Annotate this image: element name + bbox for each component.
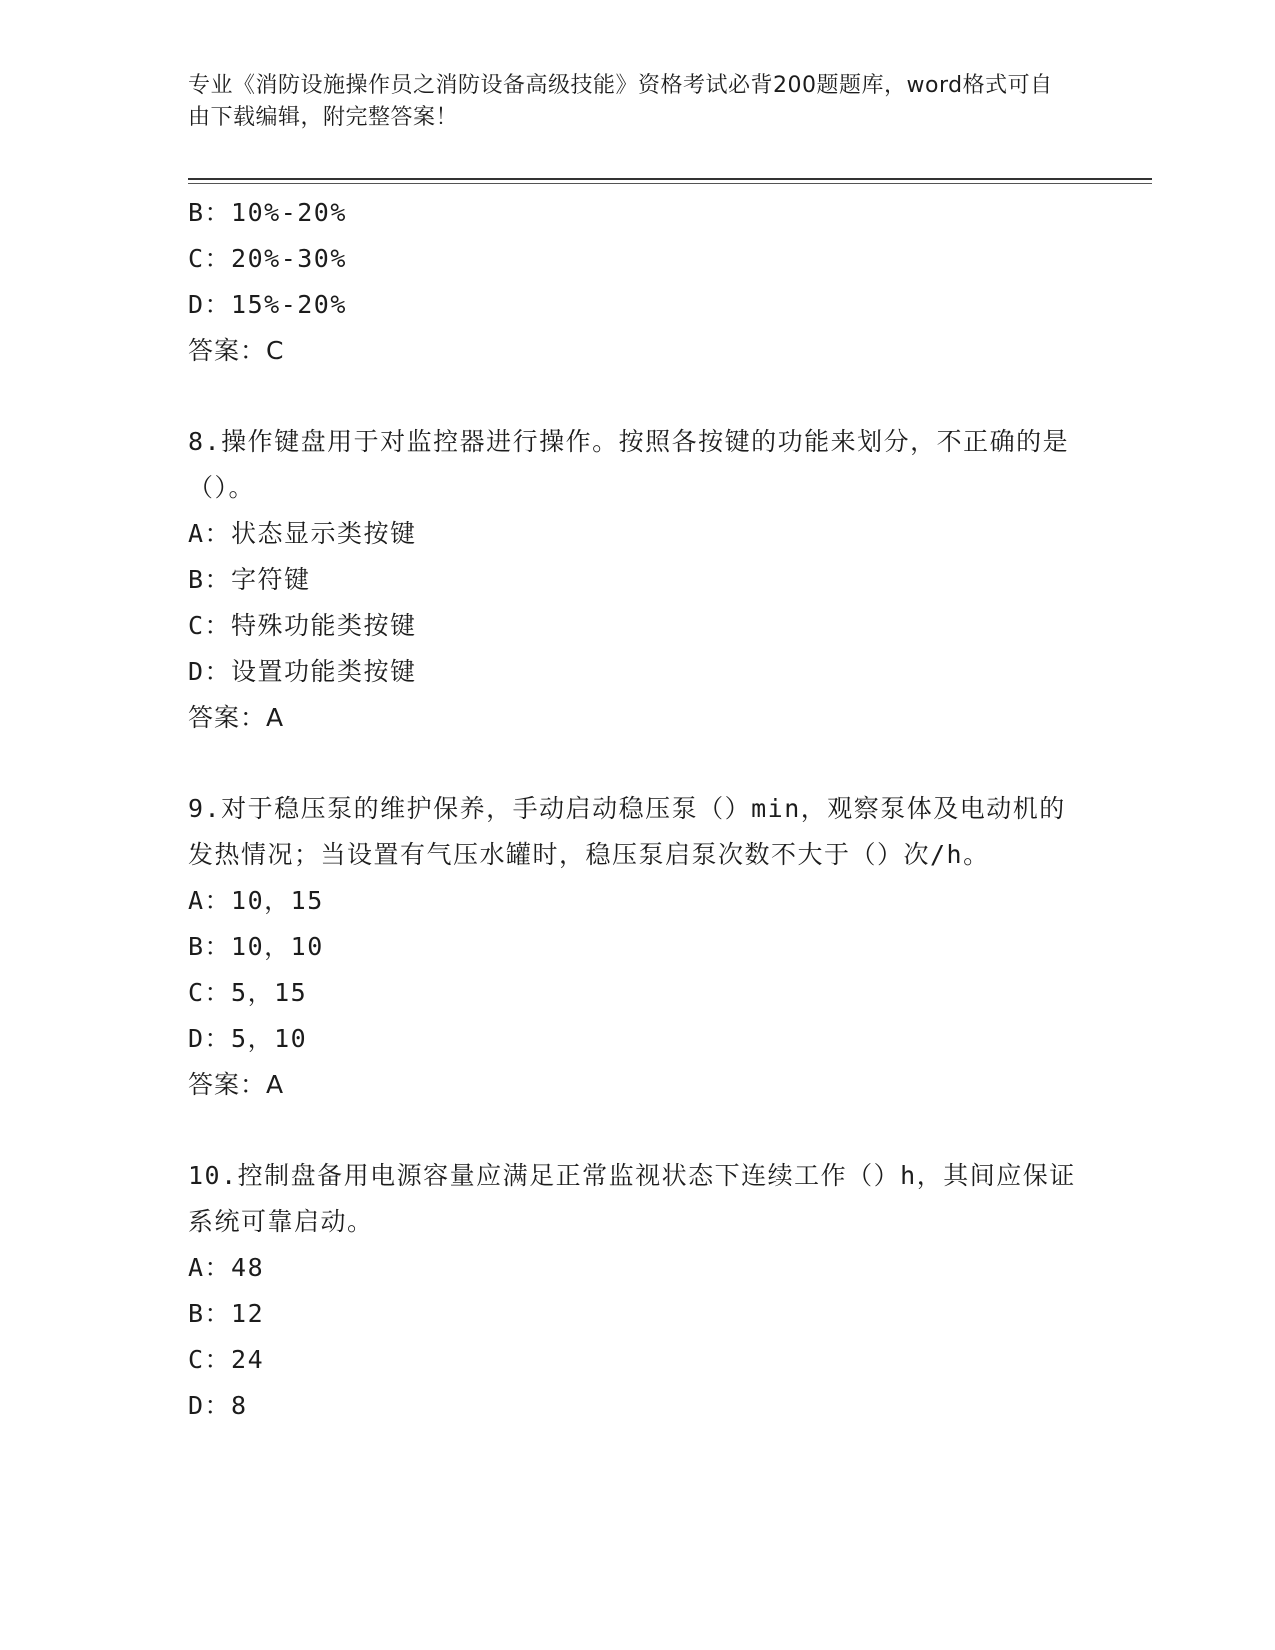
option-d: D：8 xyxy=(188,1391,248,1420)
question-9 xyxy=(188,786,1088,1108)
page-header: 专业《消防设施操作员之消防设备高级技能》资格考试必背200题题库，word格式可自由下载编辑，附完整答案！ xyxy=(188,73,1053,130)
question-stem: 9.对于稳压泵的维护保养，手动启动稳压泵（）min，观察泵体及电动机的发热情况；当设置有气压水罐时，稳压泵启泵次数不大于（）次/h。 xyxy=(188,794,1066,869)
option-d: D：设置功能类按键 xyxy=(188,657,417,686)
option-d: D：5，10 xyxy=(188,1024,308,1053)
header-rule-thick xyxy=(188,178,1152,180)
document-body xyxy=(188,190,1088,1429)
option-c: C：特殊功能类按键 xyxy=(188,611,417,640)
spacer xyxy=(188,741,1088,786)
option-c: C：24 xyxy=(188,1345,265,1374)
option-a: A：10，15 xyxy=(188,886,324,915)
answer: 答案：C xyxy=(188,336,285,365)
question-10 xyxy=(188,1153,1088,1429)
option-a: A：48 xyxy=(188,1253,265,1282)
option-c: C：5，15 xyxy=(188,978,308,1007)
option-b: B：10，10 xyxy=(188,932,324,961)
answer: 答案：A xyxy=(188,1070,285,1099)
question-stem: 8.操作键盘用于对监控器进行操作。按照各按键的功能来划分，不正确的是（）。 xyxy=(188,427,1070,502)
option-b: B：12 xyxy=(188,1299,265,1328)
option-a: A：状态显示类按键 xyxy=(188,519,417,548)
answer: 答案：A xyxy=(188,703,285,732)
spacer xyxy=(188,1108,1088,1153)
option-c: C：20%-30% xyxy=(188,244,347,273)
option-b: B：10%-20% xyxy=(188,198,347,227)
option-b: B：字符键 xyxy=(188,565,311,594)
question-stem: 10.控制盘备用电源容量应满足正常监视状态下连续工作（）h，其间应保证系统可靠启动。 xyxy=(188,1161,1076,1236)
option-d: D：15%-20% xyxy=(188,290,347,319)
question-7-fragment xyxy=(188,190,1088,374)
spacer xyxy=(188,374,1088,419)
question-8 xyxy=(188,419,1088,741)
header-rule-thin xyxy=(188,183,1152,184)
